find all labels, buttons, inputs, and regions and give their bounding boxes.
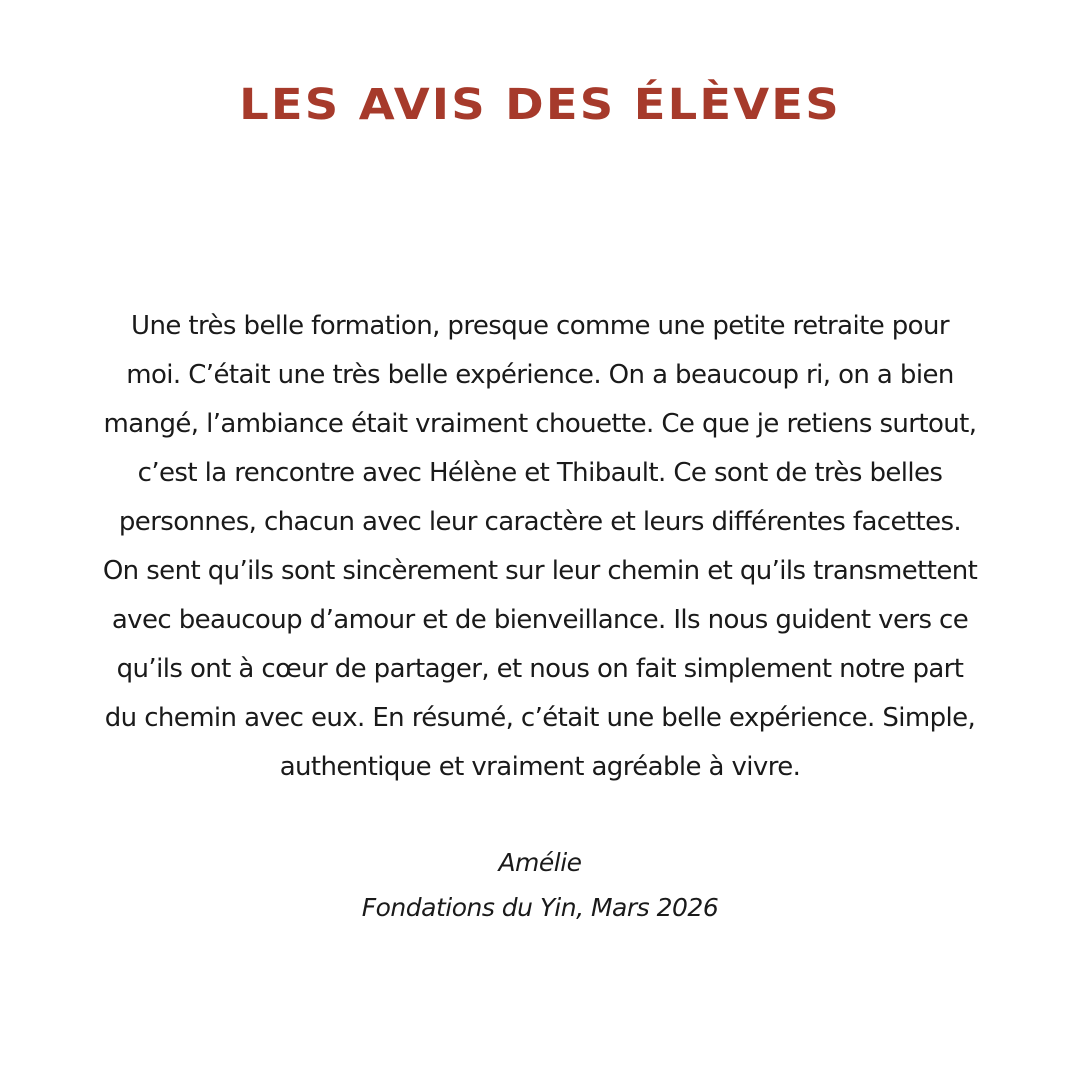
review-line: du chemin avec eux. En résumé, c’était une belle expérience. Simple, xyxy=(104,703,976,733)
signature xyxy=(0,840,1080,930)
review-line: On sent qu’ils sont sincèrement sur leur chemin et qu’ils transmettent xyxy=(102,556,978,586)
review-line: Une très belle formation, presque comme une petite retraite pour xyxy=(131,311,949,341)
course-and-date: Fondations du Yin, Mars 2026 xyxy=(361,893,719,922)
review-line: moi. C’était une très belle expérience. On a beaucoup ri, on a bien xyxy=(126,360,954,390)
review-line: c’est la rencontre avec Hélène et Thibault. Ce sont de très belles xyxy=(137,458,943,488)
review-line: avec beaucoup d’amour et de bienveillance. Ils nous guident vers ce xyxy=(111,605,969,635)
review-text xyxy=(40,302,1040,792)
review-line: personnes, chacun avec leur caractère et leurs différentes facettes. xyxy=(118,507,962,537)
review-line: authentique et vraiment agréable à vivre. xyxy=(279,752,801,782)
review-line: mangé, l’ambiance était vraiment chouette. Ce que je retiens surtout, xyxy=(103,409,977,439)
review-line: qu’ils ont à cœur de partager, et nous on fait simplement notre part xyxy=(116,654,964,684)
page-title: LES AVIS DES ÉLÈVES xyxy=(239,80,841,130)
author-name: Amélie xyxy=(498,848,582,877)
